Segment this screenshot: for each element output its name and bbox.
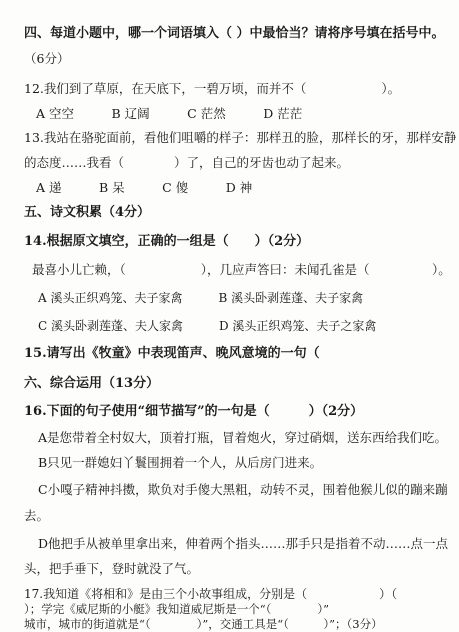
question-15-stem: 15.请写出《牧童》中表现笛声、晚风意境的一句（ xyxy=(24,346,320,361)
question-14-options-cd: C 溪头卧剥莲蓬、夫人家禽 D 溪头正织鸡笼、夫子之家禽 xyxy=(38,319,377,333)
question-16-option-c-line1: C小嘎子精神抖擞，欺负对手傻大黑粗，动转不灵，围着他猴儿似的蹦来蹦 xyxy=(38,482,448,497)
section-4-score: （6分） xyxy=(24,51,70,66)
section-6-title: 六、综合运用（13分） xyxy=(24,376,160,391)
question-13-stem-line1: 13.我站在骆驼面前，看他们咀嚼的样子：那样丑的脸，那样长的牙，那样安静 xyxy=(24,130,457,145)
question-14-stem: 14.根据原文填空，正确的一组是（ ）（2分） xyxy=(24,234,310,249)
question-16-option-d-line2: 头，把手垂下，登时就没了气。 xyxy=(24,561,200,576)
question-14-options-ab: A 溪头正织鸡笼、夫子家禽 B 溪头卧剥莲蓬、夫子家禽 xyxy=(38,291,364,305)
question-13-stem-line2: 的态度……我看（ ）了，自己的牙齿也动了起来。 xyxy=(24,155,350,170)
question-17-line2: ）；学完《威尼斯的小艇》我知道威尼斯是一个“（ ）” xyxy=(24,602,330,616)
question-12-stem: 12.我们到了草原，在天底下，一碧万顷，而并不（ ）。 xyxy=(24,81,401,96)
question-13-options: A 递 B 呆 C 傻 D 神 xyxy=(36,180,253,195)
question-16-stem: 16.下面的句子使用“细节描写”的一句是（ ）（2分） xyxy=(24,404,364,419)
question-16-option-a: A是您带着全村奴大，顶着打瓶，冒着炮火，穿过硝烟，送东西给我们吃。 xyxy=(38,430,448,445)
question-12-options: A 空空 B 辽阔 C 茫然 D 茫茫 xyxy=(36,106,303,121)
section-5-title: 五、诗文积累（4分） xyxy=(24,205,151,220)
question-16-option-d-line1: D他把手从被单里拿出来，伸着两个指头……那手只是指着不动……点一点 xyxy=(38,536,449,551)
question-14-poem-line: 最喜小儿亡赖，（ ），几应声答曰：未闻孔雀是（ ）。 xyxy=(32,262,451,277)
question-17-line1: 17.我知道《将相和》是由三个小故事组成，分别是（ ）（ xyxy=(24,587,398,601)
section-4-title: 四、每道小题中，哪一个词语填入（ ）中最恰当？请将序号填在括号中。 xyxy=(24,26,445,41)
question-16-option-c-line2: 去。 xyxy=(24,508,50,523)
question-17-line3: 城市，城市的街道就是“（ ）”，交通工具是“（ ）”；（3分） xyxy=(24,617,383,631)
question-16-option-b: B只见一群媳妇丫鬟围拥着一个人，从后房门进来。 xyxy=(38,455,323,470)
